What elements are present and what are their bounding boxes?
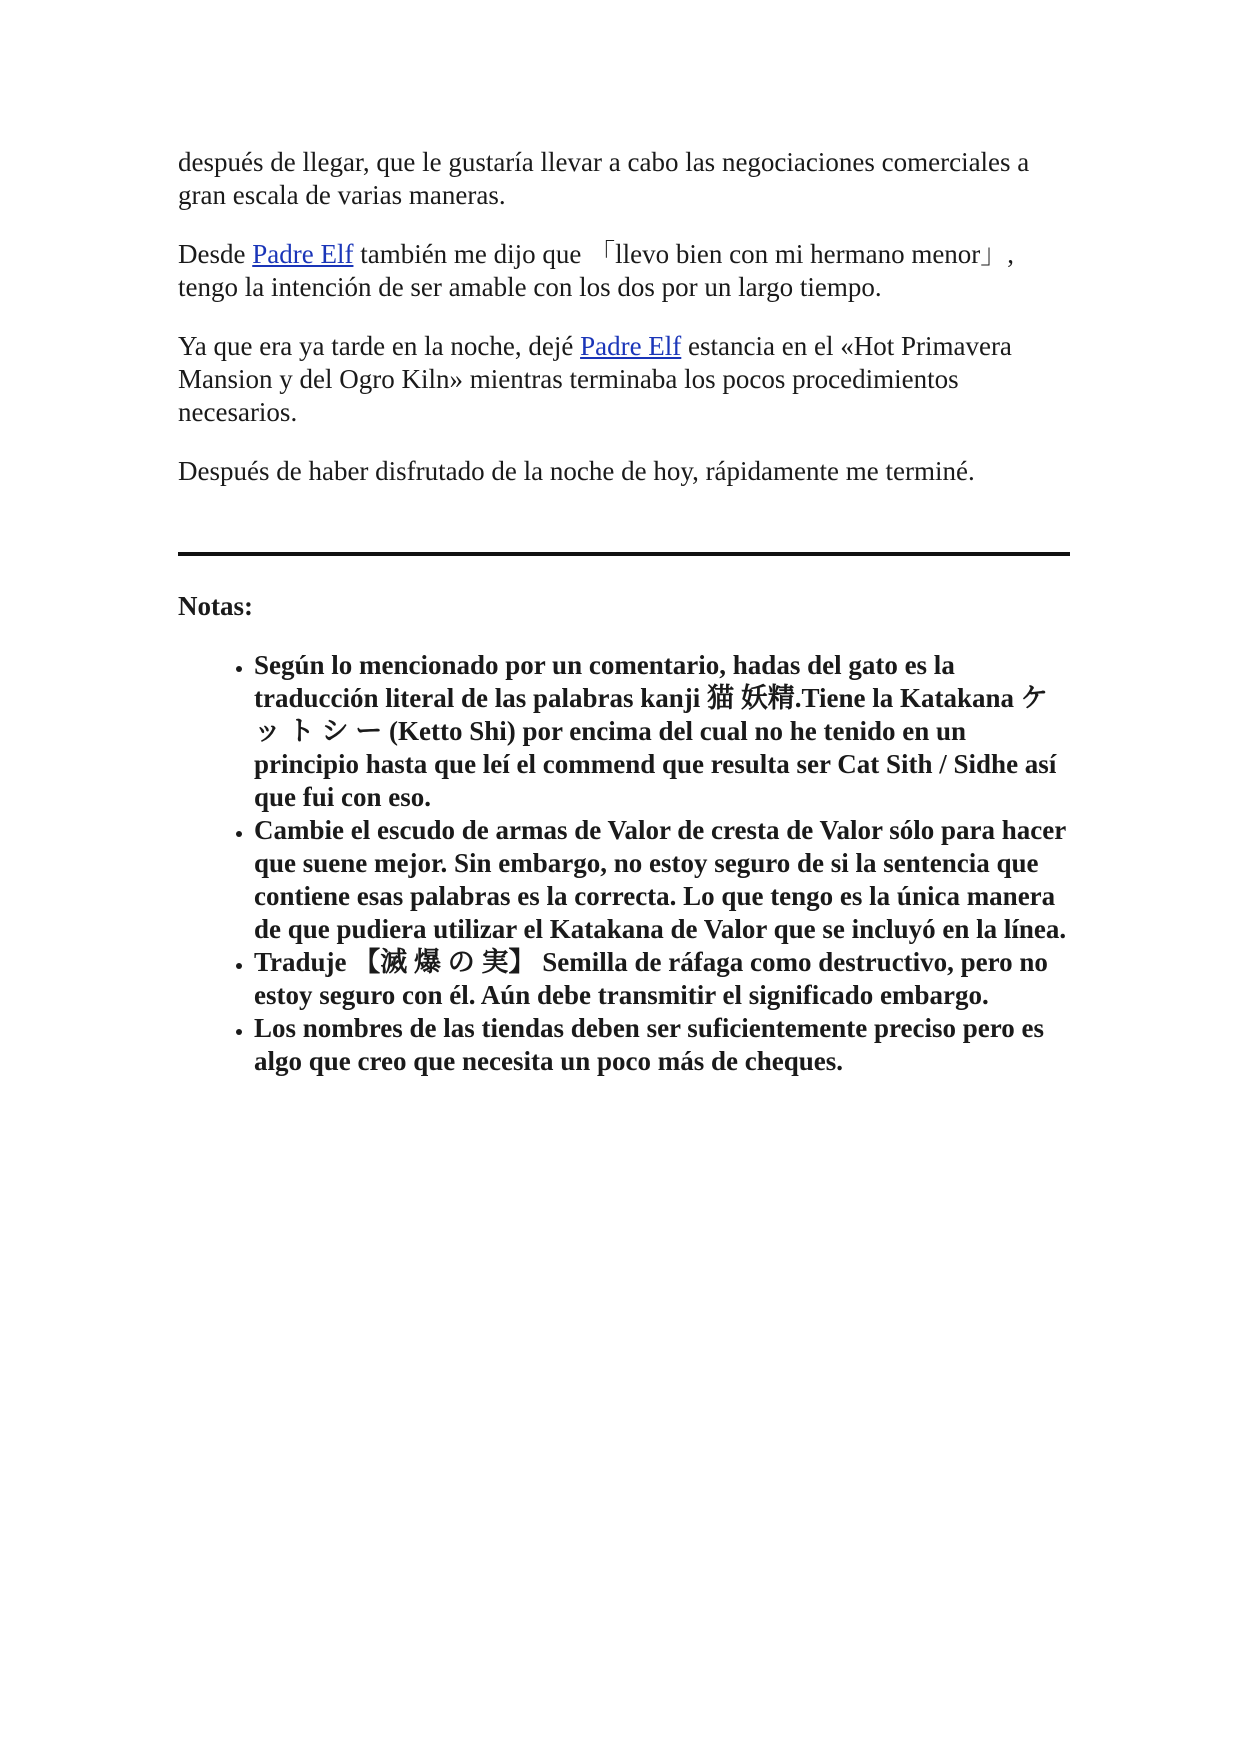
paragraph-2-text-after: también me dijo que 「llevo bien con mi hermano menor」, tengo la intención de ser amable con los dos por un largo tiempo. [178, 239, 1015, 302]
padre-elf-link[interactable]: Padre Elf [580, 331, 682, 361]
paragraph-3-text-before: Ya que era ya tarde en la noche, dejé [178, 331, 581, 361]
note-item: • Traduje 【滅 爆 の 実】 Semilla de ráfaga como destructivo, pero no estoy seguro con él. Aún debe transmitir el significado embargo. [254, 946, 1070, 1012]
padre-elf-link[interactable]: Padre Elf [252, 239, 354, 269]
body-paragraph-4: Después de haber disfrutado de la noche de hoy, rápidamente me terminé. [178, 456, 975, 486]
paragraph-2-text-before: Desde [178, 239, 253, 269]
note-item: • Según lo mencionado por un comentario, hadas del gato es la traducción literal de las palabras kanji 猫 妖精.Tiene la Katakana ケ ッ ト シ ー (Ketto Shi) por encima del cual no he tenido en un principio hasta que leí el commend que resulta ser Cat Sith / Sidhe así que fui con eso. [254, 649, 1070, 814]
document-page [178, 146, 1070, 1078]
horizontal-divider [178, 552, 1070, 556]
note-item: • Cambie el escudo de armas de Valor de cresta de Valor sólo para hacer que suene mejor. Sin embargo, no estoy seguro de si la sentencia que contiene esas palabras es la correcta. Lo que tengo es la única manera de que pudiera utilizar el Katakana de Valor que se incluyó en la línea. [254, 814, 1070, 946]
notes-list [178, 649, 1070, 1078]
body-paragraph-2 [178, 238, 1070, 304]
body-paragraph-1: después de llegar, que le gustaría llevar a cabo las negociaciones comerciales a gran escala de varias maneras. [178, 147, 1030, 210]
paragraph-3-text-after: estancia en el «Hot Primavera Mansion y del Ogro Kiln» mientras terminaba los pocos procedimientos necesarios. [178, 331, 1012, 427]
notes-heading: Notas: [178, 591, 253, 621]
note-item: • Los nombres de las tiendas deben ser suficientemente preciso pero es algo que creo que necesita un poco más de cheques. [254, 1012, 1070, 1078]
body-paragraph-3 [178, 330, 1070, 429]
